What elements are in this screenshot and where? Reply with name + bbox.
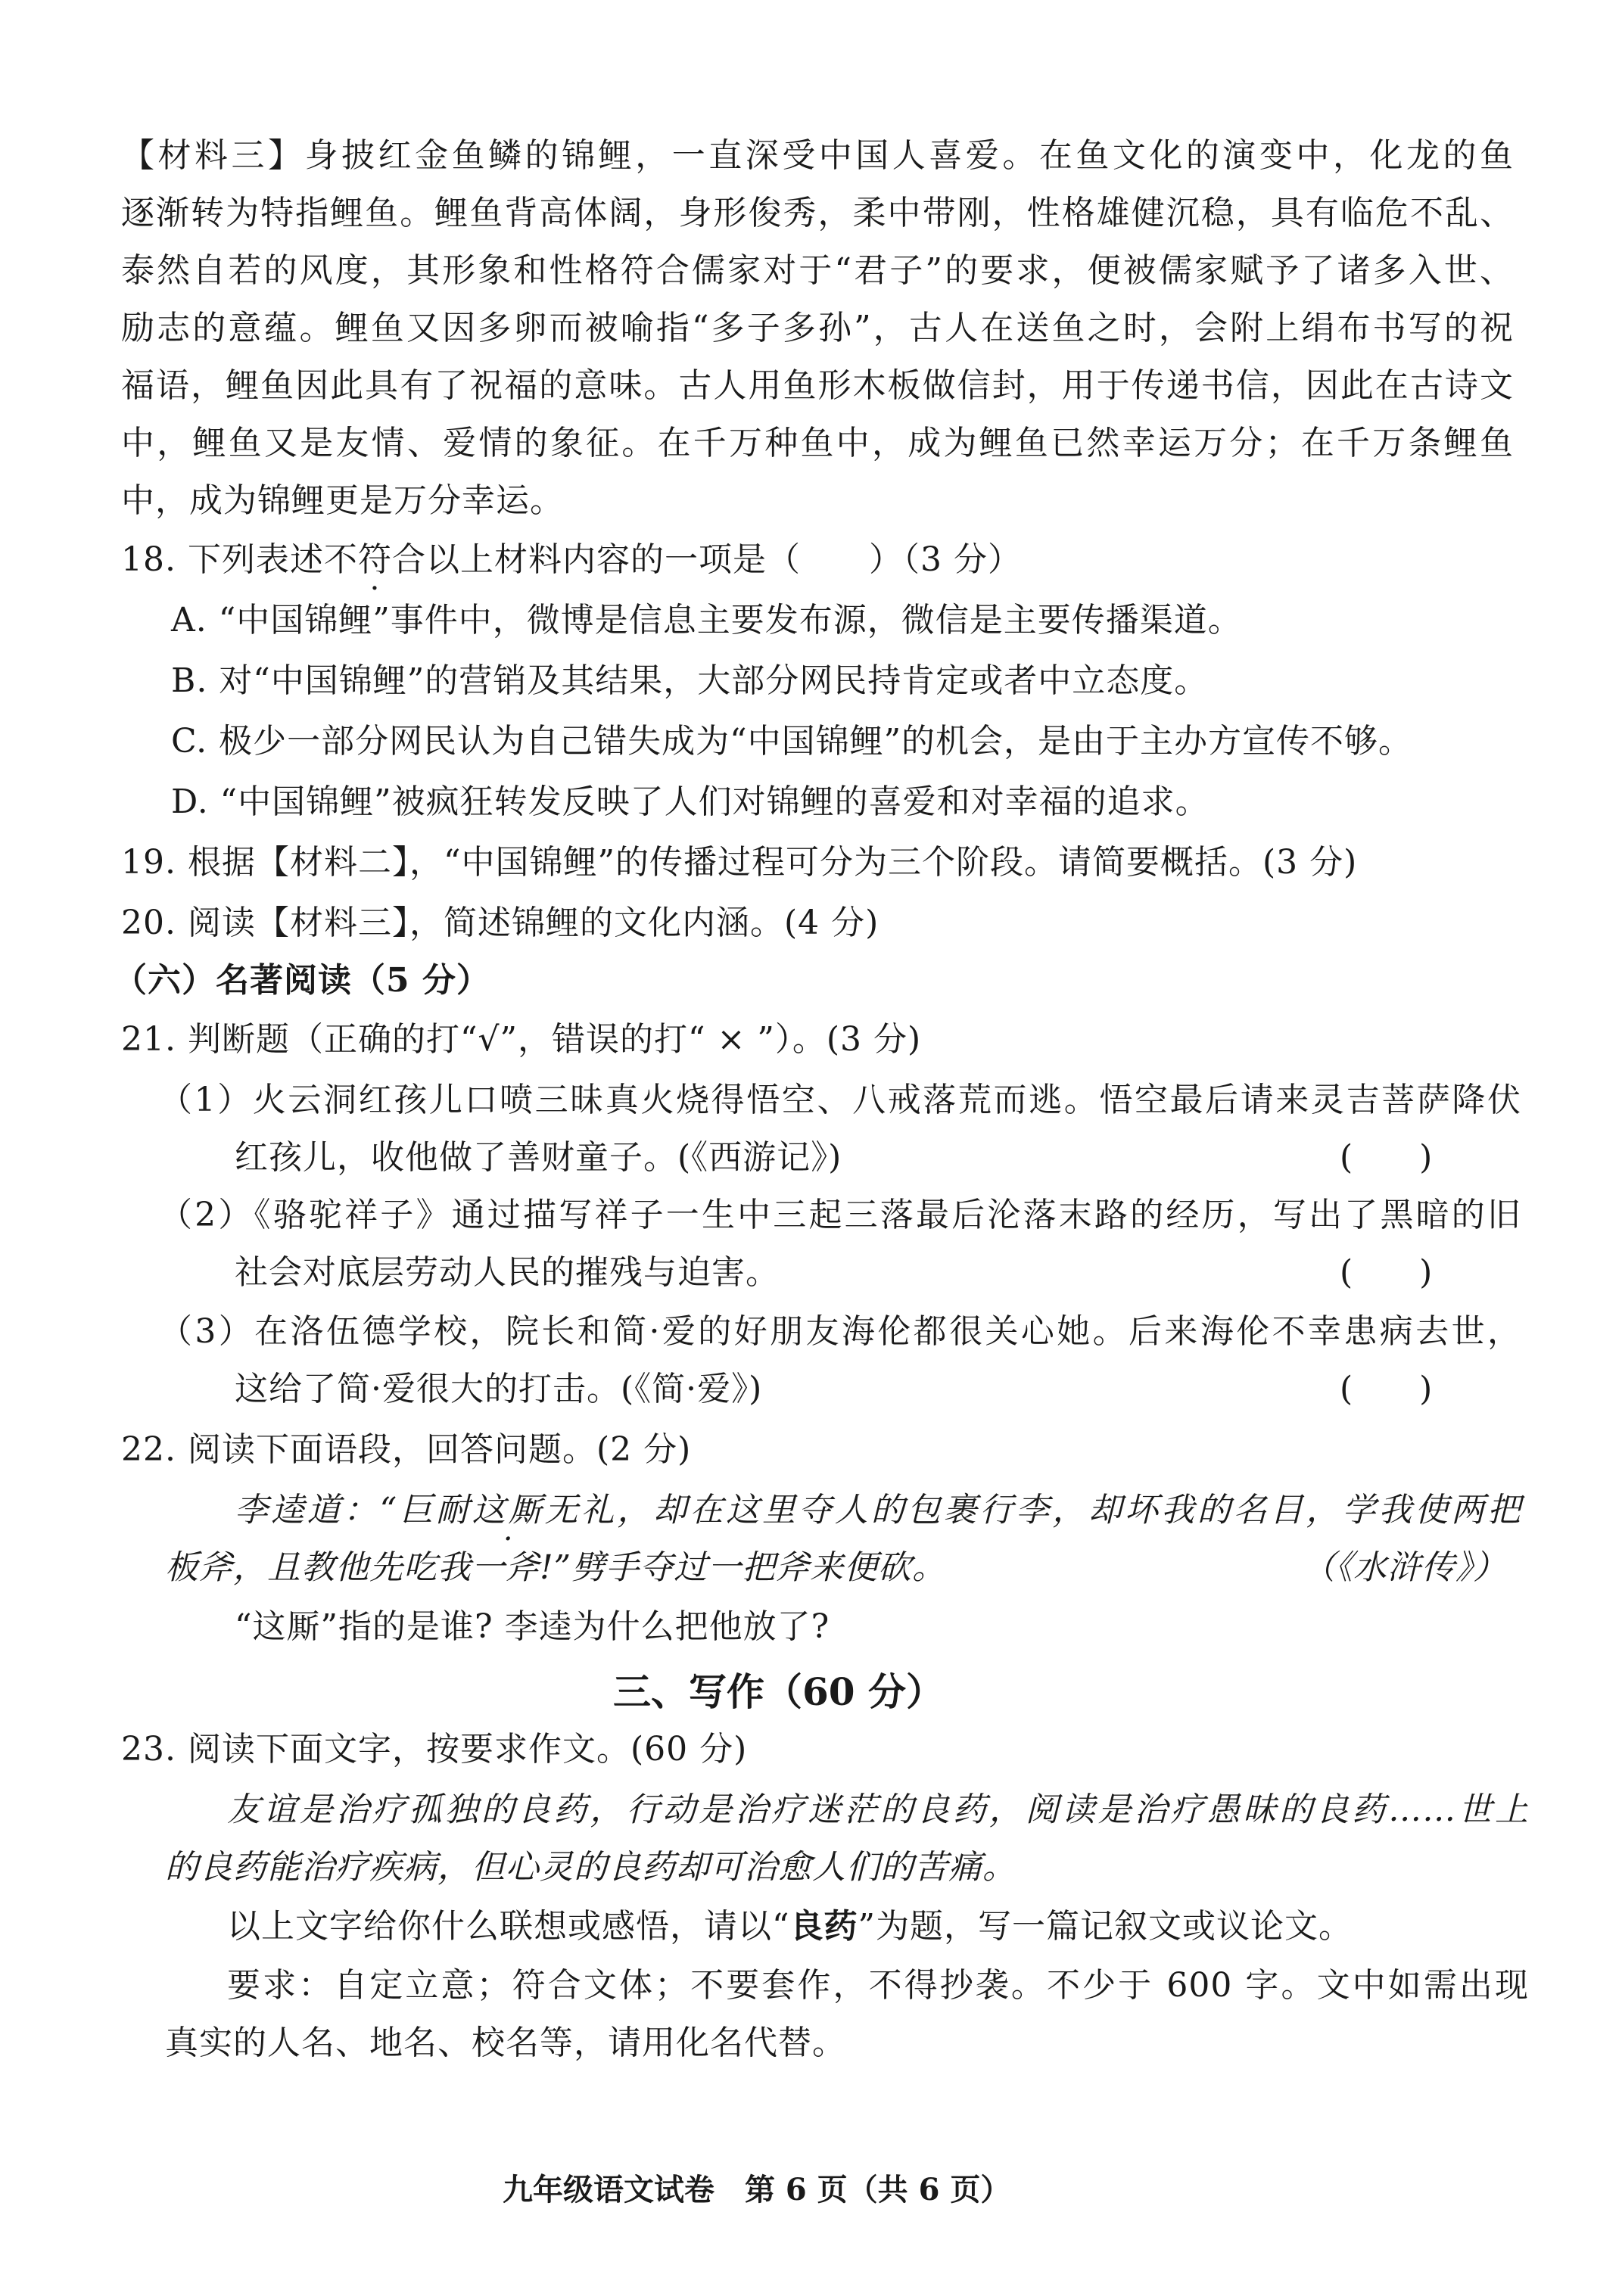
q21-item-1-line1: （1）火云洞红孩儿口喷三昧真火烧得悟空、八戒落荒而逃。悟空最后请来灵吉菩萨降伏 <box>159 1081 1521 1119</box>
material3-line: 中，鲤鱼又是友情、爱情的象征。在千万种鱼中，成为鲤鱼已然幸运万分；在千万条鲤鱼 <box>121 424 1514 462</box>
q23-requirements-line2: 真实的人名、地名、校名等，请用化名代替。 <box>165 2024 846 2062</box>
question-22: 22. 阅读下面语段，回答问题。(2 分) <box>121 1430 692 1469</box>
q21-item-1-line2: 红孩儿，收他做了善财童子。(《西游记》) <box>235 1138 842 1177</box>
q21-item-2-answer-blank[interactable]: ( ) <box>1340 1253 1433 1292</box>
q23-requirements-line1: 要求：自定立意；符合文体；不要套作，不得抄袭。不少于 600 字。文中如需出现 <box>227 1966 1529 2005</box>
q23-prompt <box>227 1904 1353 1949</box>
q18-option-c: C. 极少一部分网民认为自己错失成为“中国锦鲤”的机会，是由于主办方宣传不够。 <box>171 722 1413 761</box>
material3-line: 【材料三】身披红金鱼鳞的锦鲤，一直深受中国人喜爱。在鱼文化的演变中，化龙的鱼 <box>121 136 1514 175</box>
q22-question: “这厮”指的是谁? 李逵为什么把他放了? <box>235 1607 830 1646</box>
q22-passage-line1 <box>235 1488 1521 1533</box>
q18-emphasis: 不符合 <box>323 540 426 579</box>
q23-prompt-title: 良药 <box>789 1907 858 1946</box>
q23-prompt-post: ”为题，写一篇记叙文或议论文。 <box>858 1907 1353 1946</box>
writing-section-title: 三、写作（60 分） <box>613 1669 944 1714</box>
q22-passage-emphasis: 这厮 <box>472 1491 545 1529</box>
material3-line: 中，成为锦鲤更是万分幸运。 <box>121 481 564 520</box>
q22-passage-pre: 李逵道：“巨耐 <box>235 1491 472 1529</box>
q21-item-1-answer-blank[interactable]: ( ) <box>1340 1138 1433 1177</box>
q23-quote-line1: 友谊是治疗孤独的良药，行动是治疗迷茫的良药，阅读是治疗愚昧的良药……世上 <box>227 1790 1529 1829</box>
q18-option-a: A. “中国锦鲤”事件中，微博是信息主要发布源，微信是主要传播渠道。 <box>171 601 1242 639</box>
page-footer: 九年级语文试卷 第 6 页（共 6 页） <box>503 2172 1011 2207</box>
q23-prompt-pre: 以上文字给你什么联想或感悟，请以“ <box>227 1907 790 1946</box>
q21-item-3-line2: 这给了简·爱很大的打击。(《简·爱》) <box>235 1370 763 1408</box>
q18-suffix: 以上材料内容的一项是（ ）（3 分） <box>425 540 1022 579</box>
q21-item-2-line1: （2）《骆驼祥子》通过描写祥子一生中三起三落最后沦落末路的经历，写出了黑暗的旧 <box>159 1196 1521 1234</box>
material3-line: 励志的意蕴。鲤鱼又因多卵而被喻指“多子多孙”，古人在送鱼之时，会附上绢布书写的祝 <box>121 309 1514 347</box>
q18-option-d: D. “中国锦鲤”被疯狂转发反映了人们对锦鲤的喜爱和对幸福的追求。 <box>171 782 1209 821</box>
material3-line: 逐渐转为特指鲤鱼。鲤鱼背高体阔，身形俊秀，柔中带刚，性格雄健沉稳，具有临危不乱、 <box>121 194 1514 232</box>
q23-quote-line2: 的良药能治疗疾病，但心灵的良药却可治愈人们的苦痛。 <box>165 1848 1016 1887</box>
question-23: 23. 阅读下面文字，按要求作文。(60 分) <box>121 1730 748 1769</box>
q21-item-2-line2: 社会对底层劳动人民的摧残与迫害。 <box>235 1253 780 1292</box>
question-18 <box>121 537 1022 583</box>
question-20: 20. 阅读【材料三】，简述锦鲤的文化内涵。(4 分) <box>121 904 879 942</box>
q22-passage-post: 无礼，却在这里夺人的包裹行李，却坏我的名目，学我使两把 <box>544 1491 1522 1529</box>
q18-prefix: 18. 下列表述 <box>121 540 324 579</box>
q21-item-3-line1: （3）在洛伍德学校，院长和简·爱的好朋友海伦都很关心她。后来海伦不幸患病去世， <box>159 1312 1521 1351</box>
material3-line: 福语，鲤鱼因此具有了祝福的意味。古人用鱼形木板做信封，用于传递书信，因此在古诗文 <box>121 366 1514 405</box>
q22-source: （《水浒传》） <box>1302 1548 1507 1587</box>
q22-passage-line2: 板斧，且教他先吃我一斧!”劈手夺过一把斧来便砍。 <box>165 1548 947 1587</box>
section-6-heading: （六）名著阅读（5 分） <box>114 961 490 1000</box>
question-21: 21. 判断题（正确的打“√”，错误的打“ × ”）。(3 分) <box>121 1020 922 1059</box>
material3-line: 泰然自若的风度，其形象和性格符合儒家对于“君子”的要求，便被儒家赋予了诸多入世、 <box>121 251 1514 290</box>
q18-option-b: B. 对“中国锦鲤”的营销及其结果，大部分网民持肯定或者中立态度。 <box>171 661 1209 700</box>
question-19: 19. 根据【材料二】，“中国锦鲤”的传播过程可分为三个阶段。请简要概括。(3 分) <box>121 843 1358 882</box>
q21-item-3-answer-blank[interactable]: ( ) <box>1340 1370 1433 1408</box>
